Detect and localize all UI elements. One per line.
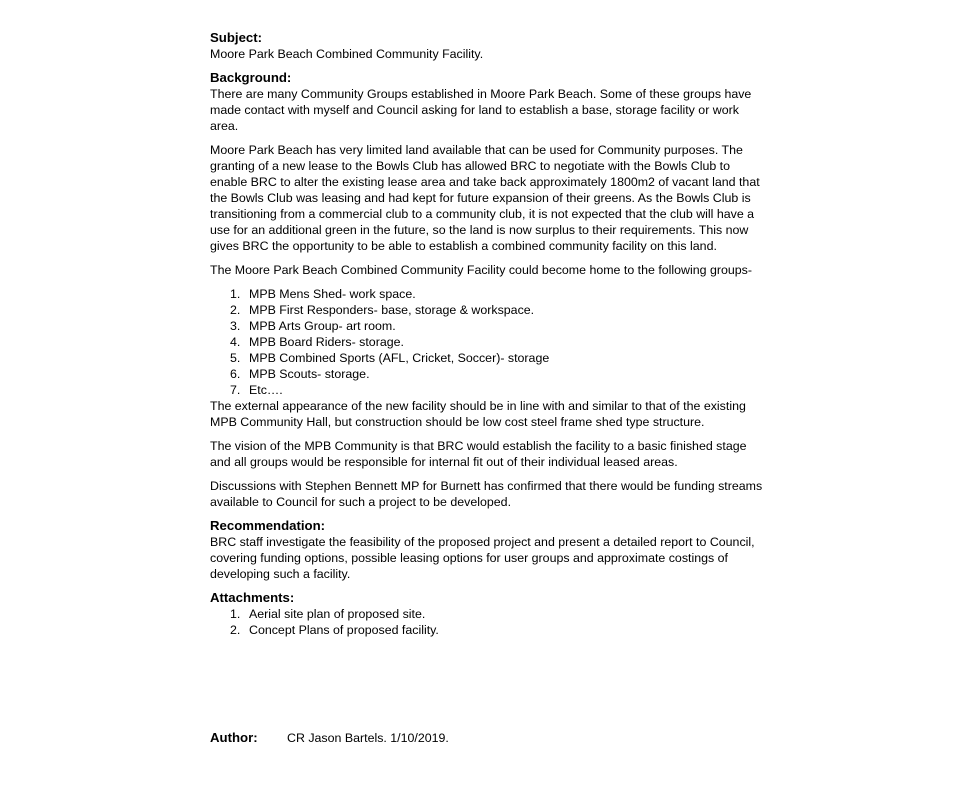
list-item-number: 5. (230, 351, 241, 365)
list-item-text: Etc…. (249, 383, 283, 397)
list-item-number: 2. (230, 303, 241, 317)
background-paragraph: The Moore Park Beach Combined Community Facility could become home to the following groups- (210, 263, 752, 277)
background-section (210, 70, 770, 510)
list-item-number: 6. (230, 367, 241, 381)
list-item-number: 1. (230, 287, 241, 301)
list-item-text: MPB First Responders- base, storage & workspace. (249, 303, 535, 317)
groups-list (210, 286, 770, 398)
list-item (210, 622, 770, 638)
subject-section (210, 30, 770, 62)
list-item-number: 1. (230, 607, 241, 621)
background-paragraph: Discussions with Stephen Bennett MP for Burnett has confirmed that there would be funding streams available to Council for such a project to be developed. (210, 479, 763, 509)
list-item (210, 286, 770, 302)
list-item-text: Aerial site plan of proposed site. (249, 607, 426, 621)
subject-heading: Subject: (210, 30, 263, 45)
list-item-text: MPB Scouts- storage. (249, 367, 370, 381)
list-item-text: MPB Combined Sports (AFL, Cricket, Soccer)- storage (249, 351, 550, 365)
background-paragraph: There are many Community Groups established in Moore Park Beach. Some of these groups have made contact with myself and Council asking for land to establish a base, storage facility or work area. (210, 87, 752, 133)
list-item (210, 606, 770, 622)
author-label: Author: (210, 730, 258, 745)
recommendation-heading: Recommendation: (210, 518, 326, 533)
list-item-number: 7. (230, 383, 241, 397)
attachments-heading: Attachments: (210, 590, 295, 605)
attachments-list (210, 606, 770, 638)
list-item (210, 318, 770, 334)
subject-text: Moore Park Beach Combined Community Facility. (210, 47, 484, 61)
list-item (210, 350, 770, 366)
background-paragraph: The vision of the MPB Community is that BRC would establish the facility to a basic finished stage and all groups would be responsible for internal fit out of their individual leased areas. (210, 439, 747, 469)
recommendation-section (210, 518, 770, 582)
background-heading: Background: (210, 70, 292, 85)
background-paragraph: Moore Park Beach has very limited land available that can be used for Community purposes. The granting of a new lease to the Bowls Club has allowed BRC to negotiate with the Bowls Club to enable BRC to alter the existing lease area and take back approximately 1800m2 of vacant land that the Bowls Club was leasing and had kept for future expansion of their greens. As the Bowls Club is transitioning from a commercial club to a community club, it is not expected that the club will have a use for an additional green in the future, so the land is now surplus to their requirements. This now gives BRC the opportunity to be able to establish a combined community facility on this land. (210, 143, 760, 253)
document-body (210, 30, 770, 638)
list-item-number: 4. (230, 335, 241, 349)
list-item-text: MPB Mens Shed- work space. (249, 287, 416, 301)
list-item-text: MPB Arts Group- art room. (249, 319, 396, 333)
list-item-number: 3. (230, 319, 241, 333)
author-line (210, 730, 449, 746)
list-item (210, 366, 770, 382)
author-value: CR Jason Bartels. 1/10/2019. (287, 731, 449, 745)
list-item-number: 2. (230, 623, 241, 637)
background-paragraph: The external appearance of the new facility should be in line with and similar to that of the existing MPB Community Hall, but construction should be low cost steel frame shed type structure. (210, 399, 746, 429)
list-item (210, 334, 770, 350)
list-item-text: Concept Plans of proposed facility. (249, 623, 439, 637)
list-item (210, 302, 770, 318)
attachments-section (210, 590, 770, 638)
list-item (210, 382, 770, 398)
recommendation-text: BRC staff investigate the feasibility of the proposed project and present a detailed report to Council, covering funding options, possible leasing options for user groups and approximate costings of developing such a facility. (210, 535, 755, 581)
list-item-text: MPB Board Riders- storage. (249, 335, 404, 349)
